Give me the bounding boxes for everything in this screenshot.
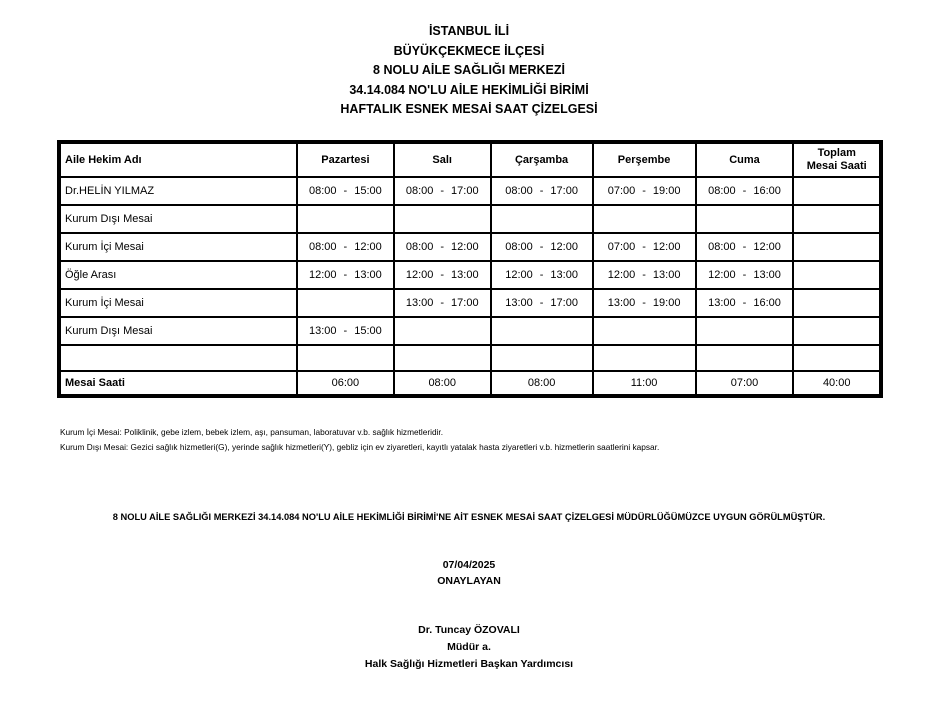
table-row-empty [61, 346, 879, 370]
start-time: 08:00 [309, 185, 337, 197]
row-label: Kurum Dışı Mesai [61, 318, 296, 344]
start-time: 12:00 [607, 269, 636, 281]
row-total-cell [794, 290, 879, 316]
end-time: 12:00 [652, 241, 681, 253]
end-time: 13:00 [652, 269, 681, 281]
header-unit: 34.14.084 NO'LU AİLE HEKİMLİĞİ BİRİMİ [349, 82, 589, 97]
time-separator: - [539, 241, 544, 253]
time-cell [594, 178, 695, 204]
end-time: 13:00 [354, 269, 382, 281]
table-row [61, 318, 879, 344]
column-header-day: Perşembe [594, 144, 695, 176]
start-time: 08:00 [505, 185, 533, 197]
table-cell [395, 346, 490, 370]
signatory-department: Halk Sağlığı Hizmetleri Başkan Yardımcısı [364, 658, 574, 670]
time-separator: - [742, 297, 747, 309]
time-cell [492, 290, 592, 316]
row-total-cell [794, 234, 879, 260]
time-separator: - [343, 269, 348, 281]
time-cell [395, 178, 490, 204]
time-separator: - [642, 241, 646, 253]
time-separator: - [742, 185, 747, 197]
start-time: 08:00 [309, 241, 337, 253]
table-row [61, 290, 879, 316]
end-time: 19:00 [652, 185, 681, 197]
time-separator: - [440, 185, 445, 197]
time-cell [492, 318, 592, 344]
time-cell [298, 262, 393, 288]
time-cell [395, 318, 490, 344]
time-cell [697, 290, 793, 316]
end-time: 17:00 [451, 185, 479, 197]
time-cell [298, 290, 393, 316]
time-cell [492, 178, 592, 204]
end-time: 17:00 [550, 297, 578, 309]
end-time: 15:00 [354, 185, 382, 197]
column-header-doctor: Aile Hekim Adı [61, 144, 296, 176]
time-cell [395, 262, 490, 288]
time-cell [594, 318, 695, 344]
time-cell [395, 290, 490, 316]
row-label: Dr.HELİN YILMAZ [61, 178, 296, 204]
start-time: 08:00 [708, 185, 736, 197]
row-total-cell [794, 206, 879, 232]
time-separator: - [539, 185, 544, 197]
end-time: 15:00 [354, 325, 382, 337]
start-time: 08:00 [405, 241, 434, 253]
approval-date: 07/04/2025 [442, 559, 496, 571]
row-total-cell [794, 178, 879, 204]
row-total-cell [794, 318, 879, 344]
start-time: 08:00 [708, 241, 736, 253]
header-schedule-title: HAFTALIK ESNEK MESAİ SAAT ÇİZELGESİ [340, 102, 598, 116]
signatory-title: Müdür a. [447, 641, 491, 653]
end-time: 13:00 [451, 269, 479, 281]
header-health-center: 8 NOLU AİLE SAĞLIĞI MERKEZİ [373, 63, 565, 77]
table-cell [594, 346, 695, 370]
row-label: Kurum Dışı Mesai [61, 206, 296, 232]
table-row [61, 234, 879, 260]
time-cell [298, 318, 393, 344]
grand-total-cell: 40:00 [794, 372, 879, 394]
time-cell [697, 318, 793, 344]
column-header-total-line2: Mesai Saati [806, 160, 867, 172]
end-time: 12:00 [451, 241, 479, 253]
time-cell [697, 206, 793, 232]
row-label: Kurum İçi Mesai [61, 290, 296, 316]
time-separator: - [343, 325, 348, 337]
time-cell [594, 234, 695, 260]
end-time: 13:00 [550, 269, 578, 281]
approver-label: ONAYLAYAN [437, 575, 501, 587]
time-cell [395, 234, 490, 260]
table-cell [61, 346, 296, 370]
end-time: 19:00 [652, 297, 681, 309]
table-row-total [61, 372, 879, 394]
total-cell: 08:00 [395, 372, 490, 394]
end-time: 17:00 [451, 297, 479, 309]
column-header-day: Pazartesi [298, 144, 393, 176]
start-time: 13:00 [405, 297, 434, 309]
end-time: 17:00 [550, 185, 578, 197]
time-separator: - [642, 269, 646, 281]
time-separator: - [440, 297, 445, 309]
start-time: 13:00 [505, 297, 533, 309]
start-time: 07:00 [607, 241, 636, 253]
document-header [0, 22, 938, 120]
time-cell [395, 206, 490, 232]
table-cell [298, 346, 393, 370]
time-cell [298, 206, 393, 232]
time-cell [492, 206, 592, 232]
start-time: 13:00 [309, 325, 337, 337]
table-row [61, 206, 879, 232]
note-external-hours: Kurum Dışı Mesai: Gezici sağlık hizmetleri(G), yerinde sağlık hizmetleri(Y), gebliz için ev ziyaretleri, kayıtlı yatalak hasta ziyaretleri v.b. hizmetlerin saatlerini kapsar. [60, 442, 660, 452]
time-separator: - [440, 269, 445, 281]
column-header-day: Çarşamba [492, 144, 592, 176]
approval-block [0, 557, 938, 589]
table-header-row [61, 144, 879, 176]
notes [60, 425, 659, 455]
time-separator: - [343, 241, 348, 253]
time-cell [594, 290, 695, 316]
time-cell [697, 178, 793, 204]
table-cell [492, 346, 592, 370]
time-separator: - [742, 269, 747, 281]
time-cell [492, 234, 592, 260]
signatory-name: Dr. Tuncay ÖZOVALI [418, 624, 520, 636]
total-cell: 11:00 [594, 372, 695, 394]
column-header-day: Salı [395, 144, 490, 176]
time-separator: - [742, 241, 747, 253]
time-cell [697, 262, 793, 288]
time-separator: - [539, 297, 544, 309]
total-cell: 06:00 [298, 372, 393, 394]
row-total-cell [794, 262, 879, 288]
end-time: 13:00 [753, 269, 781, 281]
column-header-total [794, 144, 879, 176]
time-cell [594, 206, 695, 232]
table-cell [794, 346, 879, 370]
header-district: BÜYÜKÇEKMECE İLÇESİ [393, 43, 545, 58]
header-province: İSTANBUL İLİ [428, 24, 510, 38]
time-separator: - [343, 185, 348, 197]
start-time: 13:00 [708, 297, 736, 309]
table-row [61, 178, 879, 204]
start-time: 12:00 [505, 269, 533, 281]
total-row-label: Mesai Saati [61, 372, 296, 394]
end-time: 12:00 [753, 241, 781, 253]
note-internal-hours: Kurum İçi Mesai: Poliklinik, gebe izlem, bebek izlem, aşı, pansuman, laboratuvar v.b. sağlık hizmetleridir. [60, 427, 444, 437]
approval-statement: 8 NOLU AİLE SAĞLIĞI MERKEZİ 34.14.084 NO'LU AİLE HEKİMLİĞİ BİRİMİ'NE AİT ESNEK MESAİ SAAT ÇİZELGESİ MÜDÜRLÜĞÜMÜZCE UYGUN GÖRÜLMÜŞTÜR. [112, 512, 826, 522]
end-time: 12:00 [550, 241, 578, 253]
row-label: Öğle Arası [61, 262, 296, 288]
time-separator: - [642, 297, 646, 309]
start-time: 12:00 [405, 269, 434, 281]
end-time: 16:00 [753, 185, 781, 197]
table-row [61, 262, 879, 288]
start-time: 08:00 [505, 241, 533, 253]
time-separator: - [642, 185, 646, 197]
column-header-total-line1: Toplam [817, 147, 856, 159]
total-cell: 07:00 [697, 372, 793, 394]
row-label: Kurum İçi Mesai [61, 234, 296, 260]
time-cell [298, 234, 393, 260]
column-header-day: Cuma [697, 144, 793, 176]
start-time: 08:00 [405, 185, 434, 197]
time-separator: - [440, 241, 445, 253]
start-time: 07:00 [607, 185, 636, 197]
time-cell [298, 178, 393, 204]
schedule-table [57, 140, 883, 398]
start-time: 12:00 [309, 269, 337, 281]
time-cell [594, 262, 695, 288]
total-cell: 08:00 [492, 372, 592, 394]
table-cell [697, 346, 793, 370]
time-cell [492, 262, 592, 288]
time-separator: - [539, 269, 544, 281]
start-time: 12:00 [708, 269, 736, 281]
end-time: 16:00 [753, 297, 781, 309]
start-time: 13:00 [607, 297, 636, 309]
time-cell [697, 234, 793, 260]
end-time: 12:00 [354, 241, 382, 253]
signatory-block [0, 622, 938, 673]
